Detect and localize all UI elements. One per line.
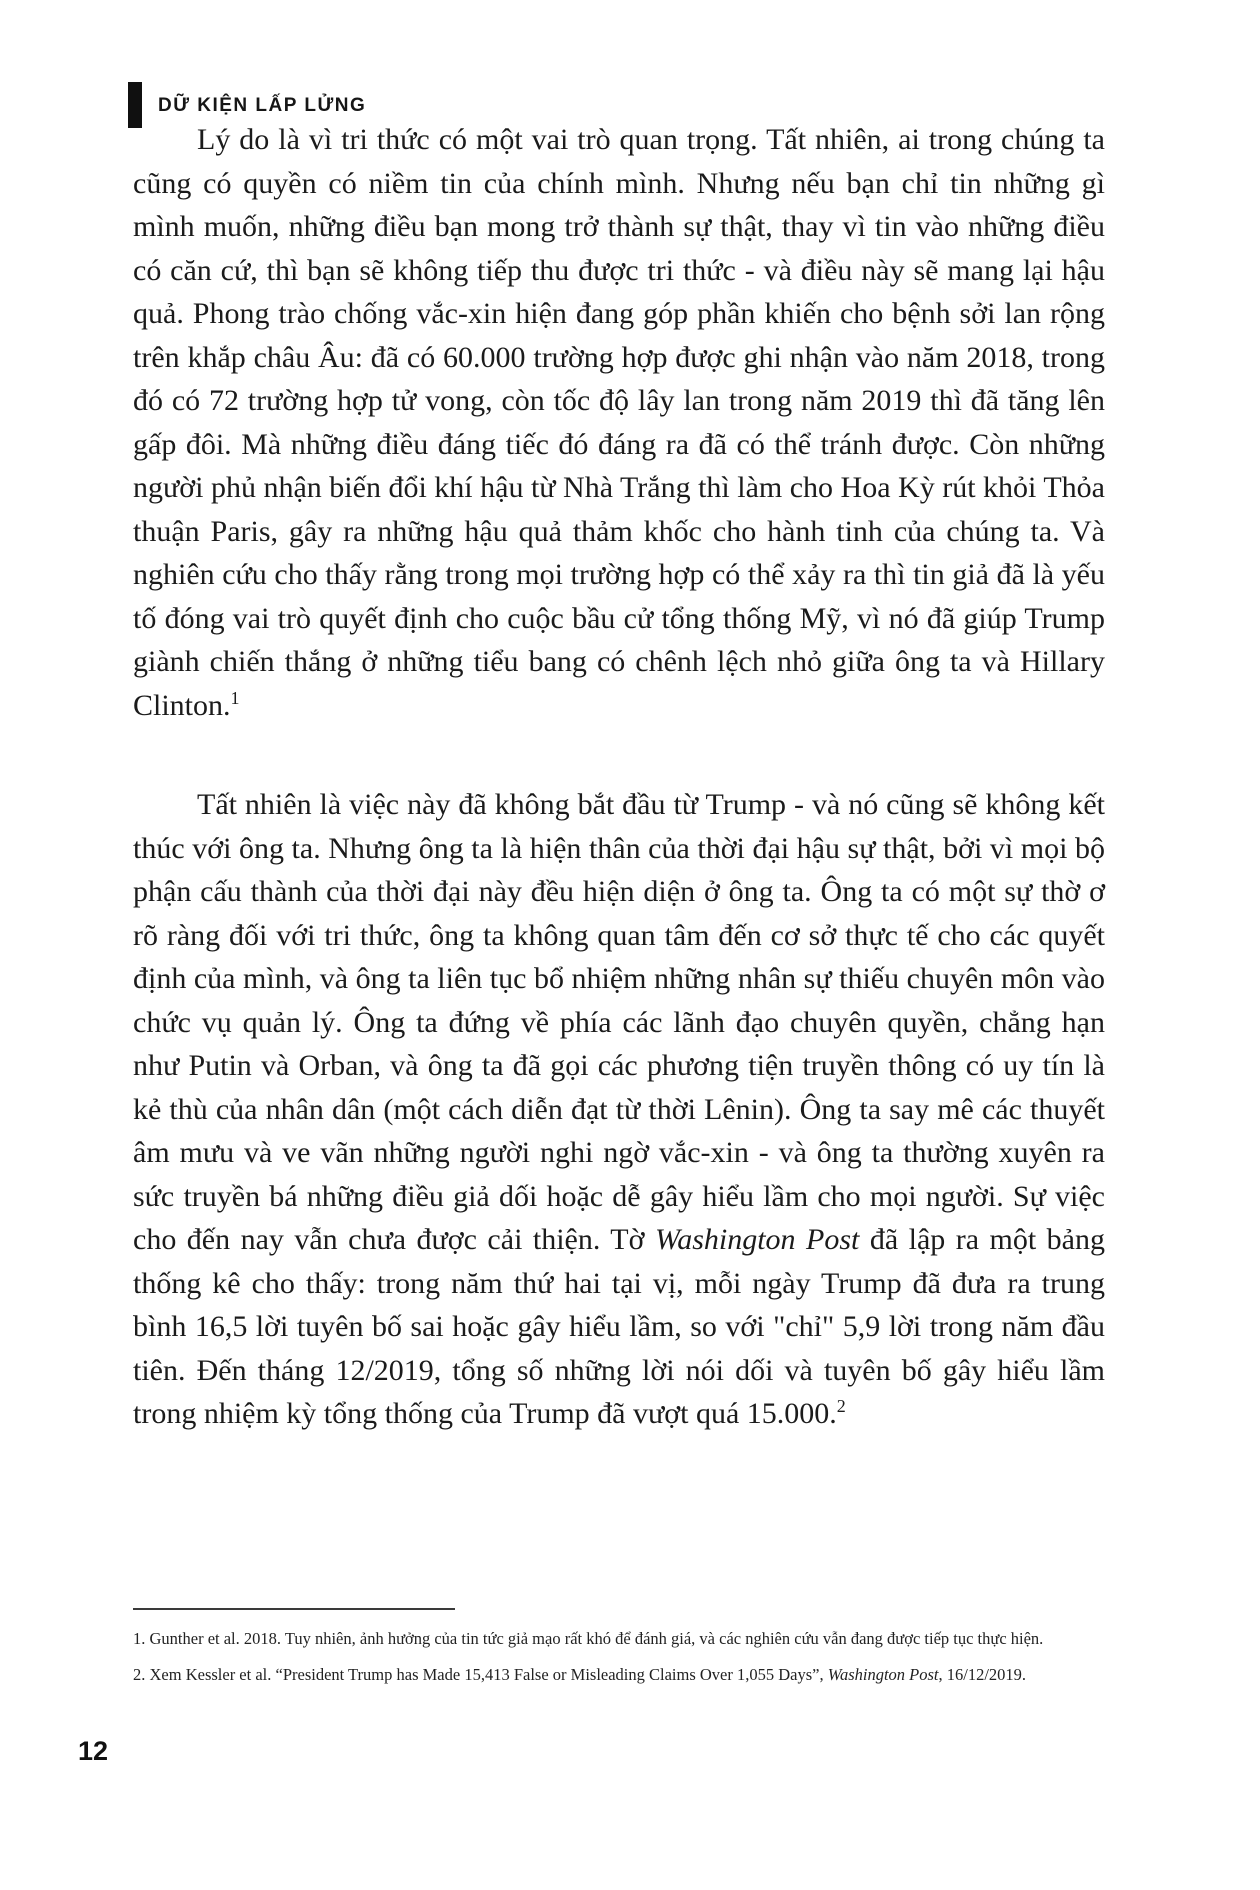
footnote-divider [133, 1608, 455, 1610]
footnote-2: 2. Xem Kessler et al. “President Trump has Made 15,413 False or Misleading Claims Over 1,055 Days”, Washington Post, 16/12/2019. [133, 1665, 1027, 1684]
running-title: DỮ KIỆN LẤP LỬNG [158, 95, 367, 116]
page-number: 12 [78, 1736, 109, 1766]
footnote-1: 1. Gunther et al. 2018. Tuy nhiên, ảnh hưởng của tin tức giả mạo rất khó để đánh giá, và các nghiên cứu vẫn đang được tiếp tục thực hiện. [133, 1629, 1044, 1648]
paragraph-1: Lý do là vì tri thức có một vai trò quan trọng. Tất nhiên, ai trong chúng ta cũng có quyền có niềm tin của chính mình. Nhưng nếu bạn chỉ tin những gì mình muốn, những điều bạn mong trở thành sự thật, thay vì tin vào những điều có căn cứ, thì bạn sẽ không tiếp thu được tri thức - và điều này sẽ mang lại hậu quả. Phong trào chống vắc-xin hiện đang góp phần khiến cho bệnh sởi lan rộng trên khắp châu Âu: đã có 60.000 trường hợp được ghi nhận vào năm 2018, trong đó có 72 trường hợp tử vong, còn tốc độ lây lan trong năm 2019 thì đã tăng lên gấp đôi. Mà những điều đáng tiếc đó đáng ra đã có thể tránh được. Còn những người phủ nhận biến đổi khí hậu từ Nhà Trắng thì làm cho Hoa Kỳ rút khỏi Thỏa thuận Paris, gây ra những hậu quả thảm khốc cho hành tinh của chúng ta. Và nghiên cứu cho thấy rằng trong mọi trường hợp có thể xảy ra thì tin giả đã là yếu tố đóng vai trò quyết định cho cuộc bầu cử tổng thống Mỹ, vì nó đã giúp Trump giành chiến thắng ở những tiểu bang có chênh lệch nhỏ giữa ông ta và Hillary Clinton.$^1$ [133, 123, 1105, 722]
paragraph-2: Tất nhiên là việc này đã không bắt đầu từ Trump - và nó cũng sẽ không kết thúc với ông ta. Nhưng ông ta là hiện thân của thời đại hậu sự thật, bởi vì mọi bộ phận cấu thành của thời đại này đều hiện diện ở ông ta. Ông ta có một sự thờ ơ rõ ràng đối với tri thức, ông ta không quan tâm đến cơ sở thực tế cho các quyết định của mình, và ông ta liên tục bổ nhiệm những nhân sự thiếu chuyên môn vào chức vụ quản lý. Ông ta đứng về phía các lãnh đạo chuyên quyền, chẳng hạn như Putin và Orban, và ông ta đã gọi các phương tiện truyền thông có uy tín là kẻ thù của nhân dân (một cách diễn đạt từ thời Lênin). Ông ta say mê các thuyết âm mưu và ve vãn những người nghi ngờ vắc-xin - và ông ta thường xuyên ra sức truyền bá những điều giả dối hoặc dễ gây hiểu lầm cho mọi người. Sự việc cho đến nay vẫn chưa được cải thiện. Tờ Washington Post đã lập ra một bảng thống kê cho thấy: trong năm thứ hai tại vị, mỗi ngày Trump đã đưa ra trung bình 16,5 lời tuyên bố sai hoặc gây hiểu lầm, so với "chỉ" 5,9 lời trong năm đầu tiên. Đến tháng 12/2019, tổng số những lời nói dối và tuyên bố gây hiểu lầm trong nhiệm kỳ tổng thống của Trump đã vượt quá 15.000.$^2$ [133, 788, 1105, 1430]
footnotes-section [133, 1608, 1193, 1698]
body-text [133, 118, 1105, 1436]
